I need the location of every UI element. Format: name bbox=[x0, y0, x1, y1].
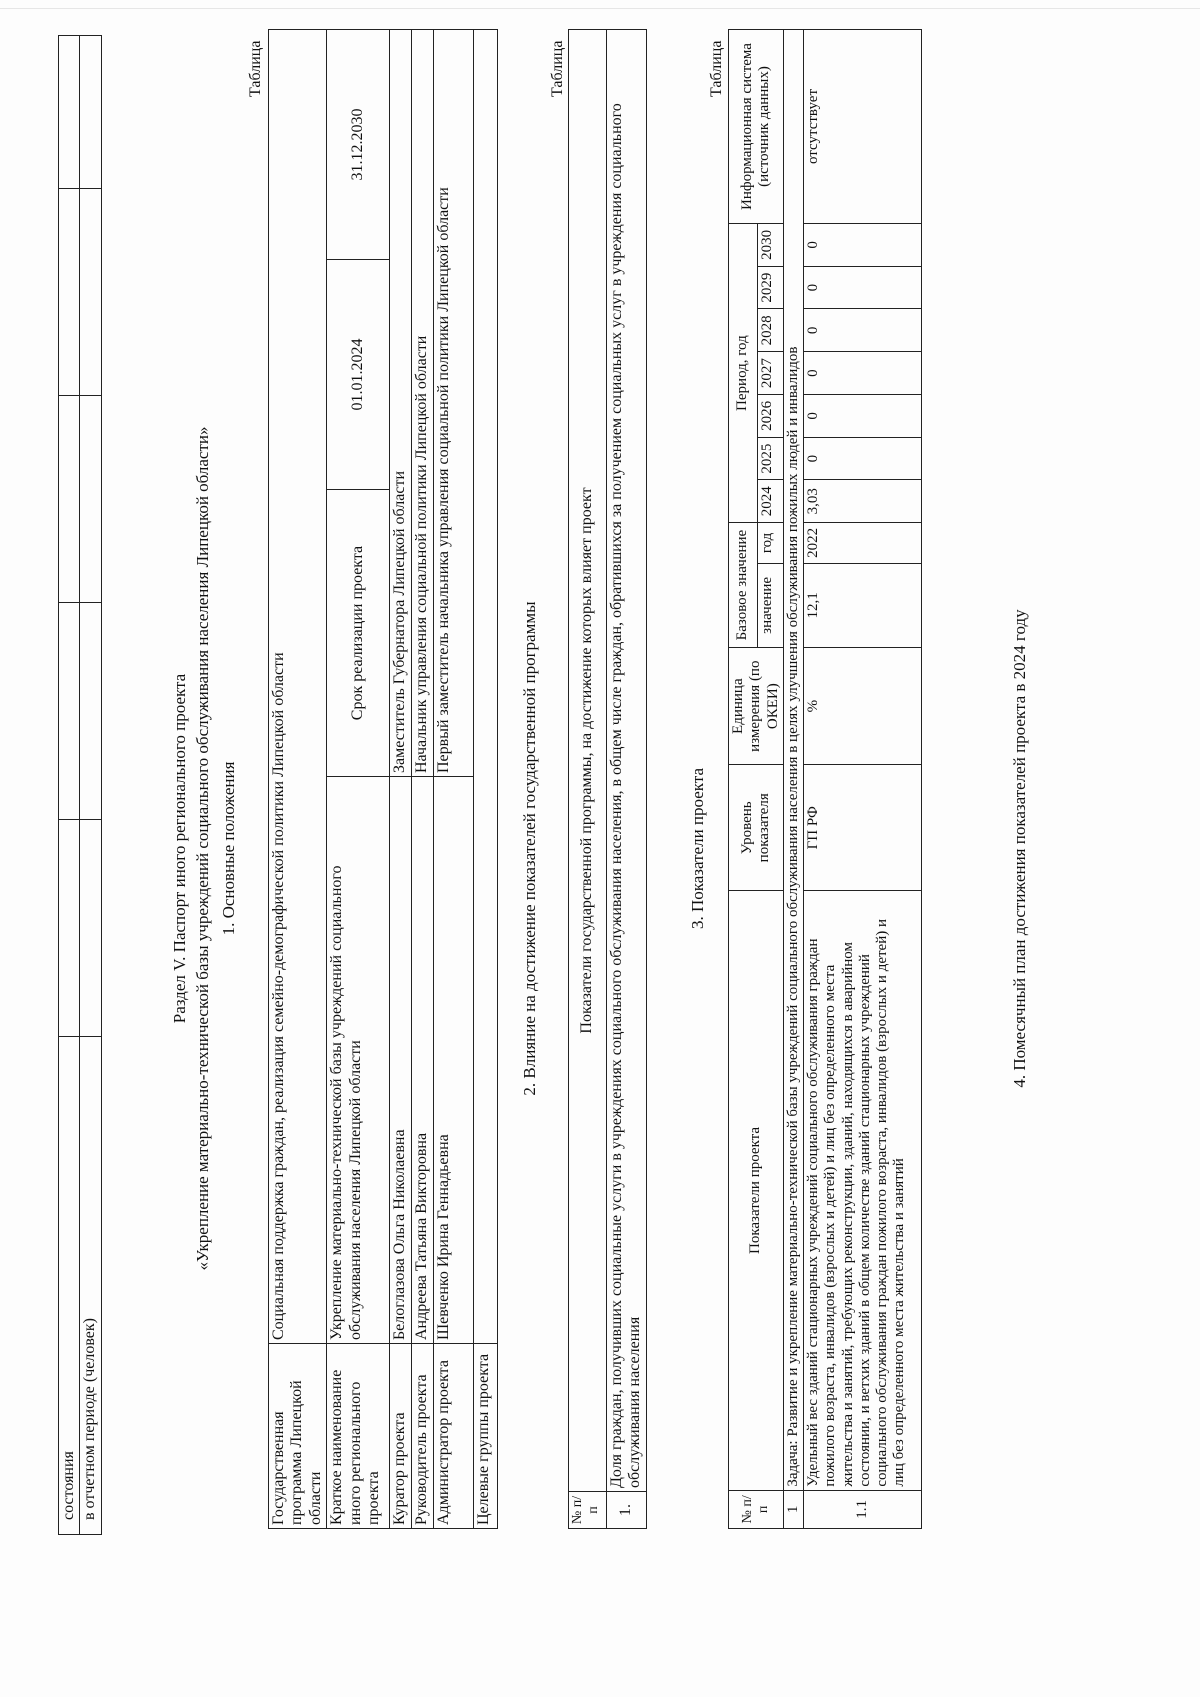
table-row bbox=[804, 30, 922, 1529]
continuation-table bbox=[58, 35, 102, 1535]
task-row-text: Задача: Развитие и укрепление материально-технической базы учреждений социального обслуживания населения в целях улучшения обслуживания пожилых людей и инвалидов bbox=[783, 30, 803, 1491]
year-2030-header: 2030 bbox=[757, 224, 783, 267]
section-subtitle: «Укрепление материально-технической базы учреждений социального обслуживания населения Липецкой области» bbox=[193, 426, 212, 1271]
section-title: Раздел V. Паспорт иного регионального проекта bbox=[170, 673, 189, 1024]
project-indicators-table bbox=[728, 29, 922, 1529]
state-program-value: Социальная поддержка граждан, реализация семейно-демографической политики Липецкой области bbox=[269, 30, 327, 1344]
ind-unit-header: Единица измерения (по ОКЕИ) bbox=[729, 648, 784, 765]
year-2026-header: 2026 bbox=[757, 394, 783, 437]
term-label: Срок реализации проекта bbox=[327, 490, 390, 777]
target-groups-label: Целевые группы проекта bbox=[474, 1344, 498, 1529]
part1-heading: 1. Основные положения bbox=[219, 761, 238, 936]
continuation-row-1: состояния bbox=[59, 1037, 80, 1535]
year-2027-header: 2027 bbox=[757, 352, 783, 395]
curator-position: Заместитель Губернатора Липецкой области bbox=[390, 30, 412, 777]
curator-label: Куратор проекта bbox=[390, 1344, 412, 1529]
indicator-2025: 0 bbox=[804, 437, 922, 480]
indicator-2029: 0 bbox=[804, 266, 922, 309]
task-row-num: 1 bbox=[783, 1490, 803, 1528]
indicator-2026: 0 bbox=[804, 394, 922, 437]
head-position: Начальник управления социальной политики Липецкой области bbox=[412, 30, 434, 777]
indicator-2030: 0 bbox=[804, 224, 922, 267]
continuation-row-2: в отчетном периоде (человек) bbox=[80, 1037, 101, 1535]
term-start: 01.01.2024 bbox=[327, 260, 389, 490]
admin-position: Первый заместитель начальника управления социальной политики Липецкой области bbox=[434, 30, 474, 777]
indicator-num: 1.1 bbox=[804, 1490, 922, 1528]
base-value-header: значение bbox=[757, 563, 783, 647]
part2-heading: 2. Влияние на достижение показателей государственной программы bbox=[520, 601, 539, 1096]
indicator-info: отсутствует bbox=[804, 30, 922, 224]
part3-heading: 3. Показатели проекта bbox=[688, 767, 707, 930]
part3-table-label: Таблица bbox=[708, 40, 725, 97]
ind-info-header: Информационная система (источник данных) bbox=[729, 30, 784, 224]
indicator-2024: 3,03 bbox=[804, 480, 922, 523]
target-groups-value bbox=[474, 30, 498, 1344]
indicator-base-year: 2022 bbox=[804, 523, 922, 564]
part4-heading: 4. Помесячный план достижения показателей проекта в 2024 году bbox=[1010, 609, 1029, 1088]
short-name-label: Краткое наименование иного регионального проекта bbox=[327, 1344, 390, 1529]
basic-provisions-table bbox=[268, 29, 498, 1529]
short-name-value: Укрепление материально-технической базы учреждений социального обслуживания населения Липецкой области bbox=[327, 777, 390, 1344]
indicator-base-value: 12,1 bbox=[804, 563, 922, 647]
admin-label: Администратор проекта bbox=[434, 1344, 474, 1529]
ind-name-header: Показатели проекта bbox=[729, 891, 784, 1490]
ind-level-header: Уровень показателя bbox=[729, 765, 784, 891]
term-end: 31.12.2030 bbox=[348, 108, 366, 181]
curator-name: Белоглазова Ольга Николаевна bbox=[390, 777, 412, 1344]
col-title-header: Показатели государственной программы, на достижение которых влияет проект bbox=[569, 30, 607, 1492]
admin-name: Шевченко Ирина Геннадьевна bbox=[434, 777, 474, 1344]
year-2028-header: 2028 bbox=[757, 309, 783, 352]
indicator-2028: 0 bbox=[804, 309, 922, 352]
part2-table-label: Таблица bbox=[549, 40, 566, 97]
indicator-2027: 0 bbox=[804, 352, 922, 395]
base-year-header: год bbox=[757, 523, 783, 564]
indicator-level: ГП РФ bbox=[804, 765, 922, 891]
indicator-unit: % bbox=[804, 648, 922, 765]
col-num-header: № п/п bbox=[569, 1492, 607, 1529]
ind-period-header: Период, год bbox=[729, 224, 758, 523]
indicator-text: Удельный вес зданий стационарных учреждений социального обслуживания граждан пожилого возраста, инвалидов (взрослых и детей) и лиц без определенного места жительства и занятий, требующих реконструкции, зданий, находящихся в аварийном состоянии, и ветхих зданий в общем количестве зданий стационарных учреждений социального обслуживания граждан пожилого возраста, инвалидов (взрослых и детей) и лиц без определенного места жительства и занятий bbox=[804, 891, 922, 1490]
head-label: Руководитель проекта bbox=[412, 1344, 434, 1529]
year-2025-header: 2025 bbox=[757, 437, 783, 480]
state-program-label: Государственная программа Липецкой области bbox=[269, 1344, 327, 1529]
head-name: Андреева Татьяна Викторовна bbox=[412, 777, 434, 1344]
ind-num-header: № п/п bbox=[729, 1490, 784, 1528]
influence-row-text: Доля граждан, получивших социальные услуги в учреждениях социального обслуживания населения, в общем числе граждан, обратившихся за получением социальных услуг в учреждения социального обслуживания населения bbox=[607, 30, 647, 1492]
part1-table-label: Таблица bbox=[247, 40, 264, 97]
ind-base-header: Базовое значение bbox=[729, 523, 758, 648]
year-2024-header: 2024 bbox=[757, 480, 783, 523]
year-2029-header: 2029 bbox=[757, 266, 783, 309]
program-influence-table bbox=[568, 29, 647, 1529]
influence-row-num: 1. bbox=[607, 1492, 647, 1529]
